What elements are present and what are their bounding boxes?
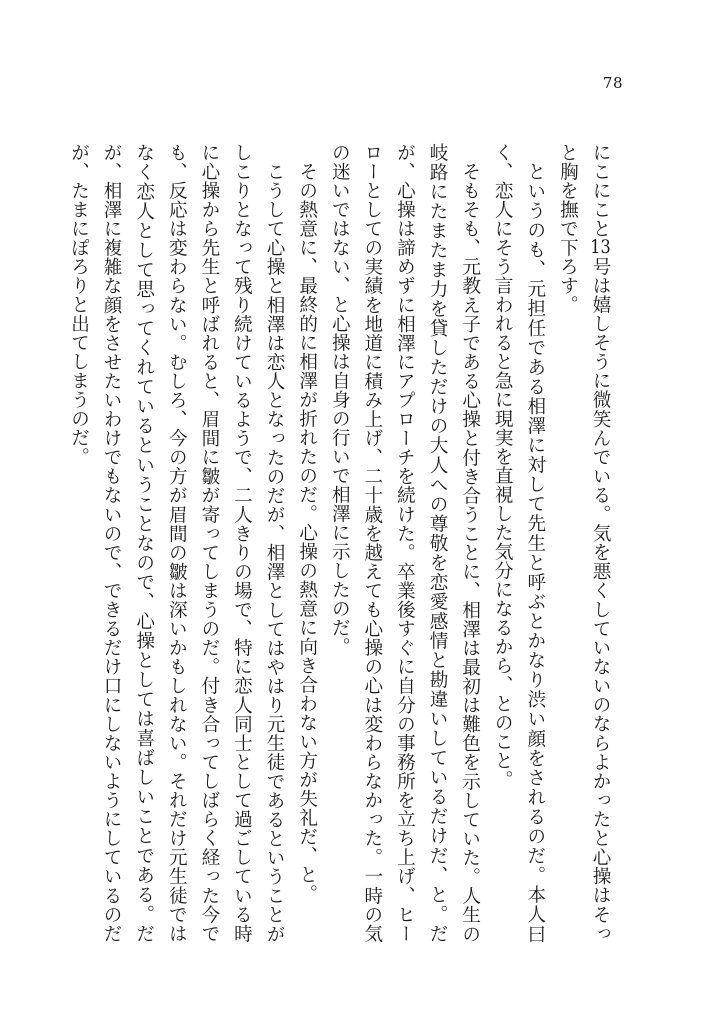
body-text bbox=[62, 143, 616, 943]
page-number: 78 bbox=[602, 74, 623, 92]
paragraph-1-part-a: にこにこと bbox=[590, 143, 611, 239]
paragraph-3: そもそも、元教え子である心操と付き合うことに、相澤は最初は難色を示していた。人生の岐路にたまたま力を貸しただけの大人への尊敬を恋愛感情と勘違いしているだけだ、と。だが、心操は諦めずに相澤にアプローチを続けた。卒業後すぐに自分の事務所を立ち上げ、ヒーローとしての実績を地道に積み上げ、二十歳を越えても心操の心は変わらなかった。一時の気の迷いではない、と心操は自身の行いで相澤に示したのだ。 bbox=[329, 143, 481, 943]
episode-number: 13 bbox=[590, 238, 611, 257]
paragraph-4: その熱意に、最終的に相澤が折れたのだ。心操の熱意に向き合わない方が失礼だ、と。 bbox=[296, 161, 318, 903]
paragraph-2: というのも、元担任である相澤に対して先生と呼ぶとかなり渋い顔をされるのだ。本人曰く、恋人にそう言われると急に現実を直視した気分になるから、とのこと。 bbox=[492, 143, 546, 943]
paragraph-5: こうして心操と相澤は恋人となったのだが、相澤としてはやはり元生徒であるということがしこりとなって残り続けているようで、二人きりの場で、特に恋人同士として過ごしている時に心操から先生と呼ばれると、眉間に皺が寄ってしまうのだ。付き合ってしばらく経った今でも、反応は変わらない。むしろ、今の方が眉間の皺は深いかもしれない。それだけ元生徒ではなく恋人として思ってくれているということなので、心操としては喜ばしいことである。だが、相澤に複雑な顔をさせたいわけでもないので、できるだけ口にしないようにしているのだが、たまにぽろりと出てしまうのだ。 bbox=[68, 143, 286, 943]
paragraph-1 bbox=[551, 143, 616, 943]
paragraph-1-part-b: 号は嬉しそうに微笑んでいる。気を悪くしていないのならよかったと心操はそっと胸を撫で下ろす。 bbox=[557, 143, 611, 943]
